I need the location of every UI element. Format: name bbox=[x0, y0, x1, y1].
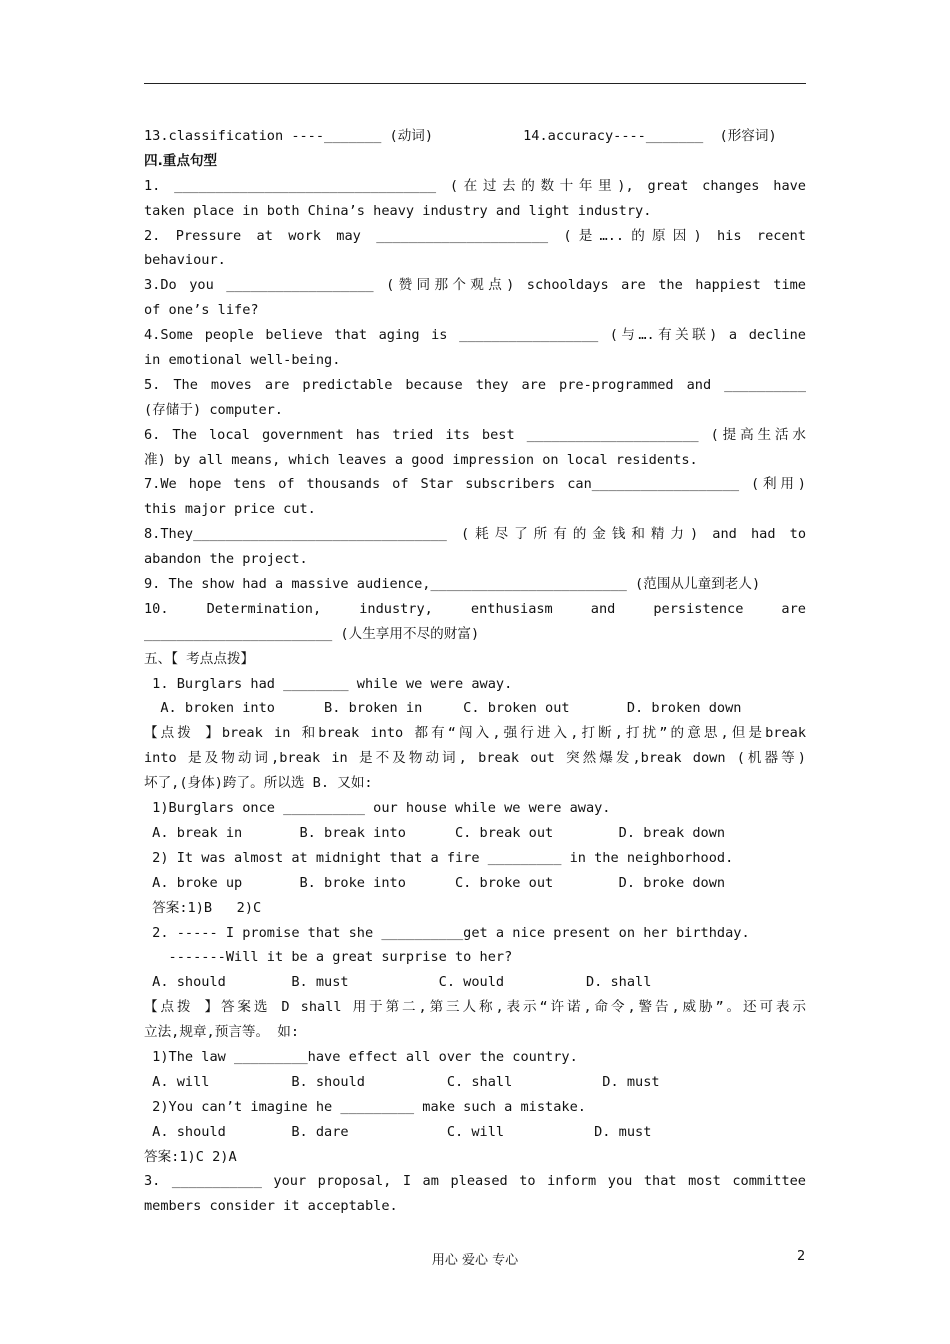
text-line: 8.They_______________________________ (耗尽了所有的金钱和精力) and had to bbox=[144, 526, 806, 543]
text-line: -------Will it be a great surprise to her? bbox=[144, 949, 513, 966]
text-line: _______________________ (人生享用不尽的财富) bbox=[144, 625, 480, 642]
text-line: members consider it acceptable. bbox=[144, 1198, 398, 1215]
text-line: 立法,规章,预言等。 如: bbox=[144, 1024, 300, 1041]
text-line: A. broken into B. broken in C. broken out D. broken down bbox=[144, 700, 742, 717]
text-line: (存储于) computer. bbox=[144, 401, 283, 418]
text-line: A. should B. must C. would D. shall bbox=[144, 974, 652, 991]
text-line: into 是及物动词,break in 是不及物动词, break out 突然爆发,break down (机器等) bbox=[144, 750, 806, 767]
text-line: 答案:1)C 2)A bbox=[144, 1148, 237, 1165]
section-heading: 四.重点句型 bbox=[144, 152, 218, 169]
text-line: behaviour. bbox=[144, 252, 226, 269]
text-line: 3. ___________ your proposal, I am pleased to inform you that most committee bbox=[144, 1173, 806, 1190]
text-line: 4.Some people believe that aging is _________________ (与….有关联) a decline bbox=[144, 327, 806, 344]
text-line: 坏了,(身体)跨了。所以选 B. 又如: bbox=[144, 775, 373, 792]
text-line: 【点拨 】答案选 D shall 用于第二,第三人称,表示“许诺,命令,警告,威胁”。还可表示 bbox=[144, 999, 806, 1016]
text-line: A. break in B. break into C. break out D. break down bbox=[144, 824, 726, 841]
text-line: 6. The local government has tried its best _____________________ (提高生活水 bbox=[144, 426, 806, 443]
text-line: 9. The show had a massive audience,________________________ (范围从儿童到老人) bbox=[144, 576, 761, 593]
section-heading: 五、【 考点点拨】 bbox=[144, 650, 255, 667]
text-line: 7.We hope tens of thousands of Star subscribers can__________________ (利用) bbox=[144, 476, 806, 493]
text-line: 【点拨 】break in 和break into 都有“闯入,强行进入,打断,打扰”的意思,但是break bbox=[144, 725, 806, 742]
text-line: 2) It was almost at midnight that a fire _________ in the neighborhood. bbox=[144, 849, 734, 866]
text-line: 13.classification ----_______ (动词) 14.accuracy----_______ (形容词) bbox=[144, 128, 777, 144]
text-line: 2)You can’t imagine he _________ make such a mistake. bbox=[144, 1098, 586, 1115]
footer-slogan: 用心 爱心 专心 bbox=[431, 1253, 519, 1268]
text-line: of one’s life? bbox=[144, 302, 259, 319]
page-body bbox=[144, 124, 806, 1219]
text-line: in emotional well-being. bbox=[144, 352, 341, 369]
text-line: abandon the project. bbox=[144, 551, 308, 568]
header-rule bbox=[144, 83, 806, 84]
text-line: 2. Pressure at work may _____________________ (是…..的原因) his recent bbox=[144, 227, 806, 244]
text-line: 1. ________________________________ (在过去的数十年里), great changes have bbox=[144, 177, 806, 194]
text-line: 1)Burglars once __________ our house while we were away. bbox=[144, 800, 611, 817]
text-line: A. will B. should C. shall D. must bbox=[144, 1073, 660, 1090]
text-line: 3.Do you __________________ (赞同那个观点) schooldays are the happiest time bbox=[144, 277, 806, 294]
text-line: 1. Burglars had ________ while we were away. bbox=[144, 675, 513, 692]
text-line: taken place in both China’s heavy industry and light industry. bbox=[144, 202, 652, 219]
page-number: 2 bbox=[797, 1249, 806, 1264]
text-line: 1)The law _________have effect all over the country. bbox=[144, 1048, 578, 1065]
text-line: A. broke up B. broke into C. broke out D. broke down bbox=[144, 874, 726, 891]
text-line: 答案:1)B 2)C bbox=[144, 899, 262, 916]
text-line: A. should B. dare C. will D. must bbox=[144, 1123, 652, 1140]
text-line: 10. Determination, industry, enthusiasm and persistence are bbox=[144, 600, 806, 617]
text-line: this major price cut. bbox=[144, 501, 316, 518]
text-line: 5. The moves are predictable because they are pre-programmed and __________ bbox=[144, 376, 806, 393]
text-line: 准) by all means, which leaves a good impression on local residents. bbox=[144, 451, 698, 468]
text-line: 2. ----- I promise that she __________get a nice present on her birthday. bbox=[144, 924, 750, 941]
